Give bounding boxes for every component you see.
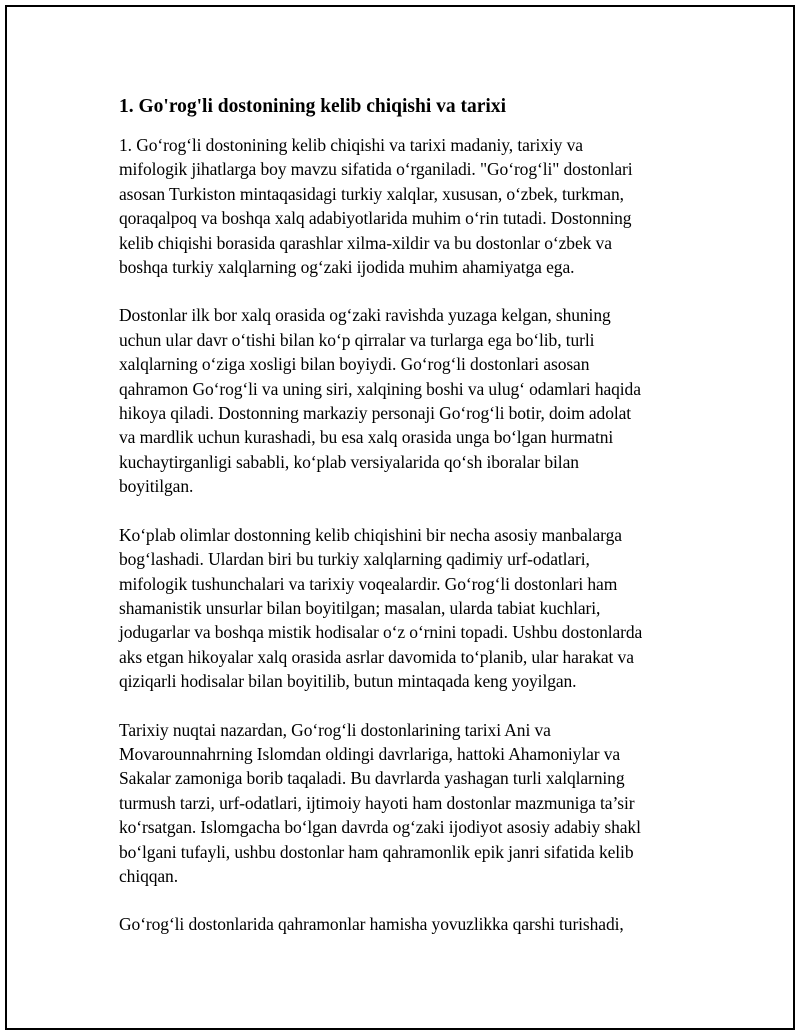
- text-line: bo‘lgani tufayli, ushbu dostonlar ham qahramonlik epik janri sifatida kelib: [119, 841, 634, 862]
- paragraph-5: [119, 912, 689, 936]
- text-line: bog‘lashadi. Ulardan biri bu turkiy xalqlarning qadimiy urf-odatlari,: [119, 549, 590, 570]
- text-line: qoraqalpoq va boshqa xalq adabiyotlarida muhim o‘rin tutadi. Dostonning: [119, 208, 632, 229]
- paragraph-2: [119, 303, 689, 498]
- text-line: Tarixiy nuqtai nazardan, Go‘rog‘li dostonlarining tarixi Ani va: [119, 719, 551, 740]
- text-line: mifologik jihatlarga boy mavzu sifatida o‘rganiladi. "Go‘rog‘li" dostonlari: [119, 159, 633, 180]
- document-heading: 1. Go'rog'li dostonining kelib chiqishi va tarixi: [119, 96, 507, 117]
- text-line: Dostonlar ilk bor xalq orasida og‘zaki ravishda yuzaga kelgan, shuning: [119, 305, 611, 326]
- text-line: hikoya qiladi. Dostonning markaziy personaji Go‘rog‘li botir, doim adolat: [119, 403, 632, 424]
- text-line: asosan Turkiston mintaqasidagi turkiy xalqlar, xususan, o‘zbek, turkman,: [119, 183, 624, 204]
- text-line: kelib chiqishi borasida qarashlar xilma-xildir va bu dostonlar o‘zbek va: [119, 232, 612, 253]
- text-line: chiqqan.: [119, 865, 178, 886]
- document-body: [119, 95, 689, 961]
- text-line: boshqa turkiy xalqlarning og‘zaki ijodida muhim ahamiyatga ega.: [119, 257, 575, 278]
- paragraph-4: [119, 718, 689, 889]
- text-line: mifologik tushunchalari va tarixiy voqealardir. Go‘rog‘li dostonlari ham: [119, 573, 618, 594]
- text-line: Ko‘plab olimlar dostonning kelib chiqishini bir necha asosiy manbalarga: [119, 524, 622, 545]
- text-line: aks etgan hikoyalar xalq orasida asrlar davomida to‘planib, ular harakat va: [119, 646, 634, 667]
- text-line: 1. Go‘rog‘li dostonining kelib chiqishi va tarixi madaniy, tarixiy va: [119, 135, 583, 155]
- paragraph-3: [119, 523, 689, 694]
- text-line: qahramon Go‘rog‘li va uning siri, xalqining boshi va ulug‘ odamlari haqida: [119, 378, 641, 399]
- text-line: qiziqarli hodisalar bilan boyitilib, butun mintaqada keng yoyilgan.: [119, 671, 577, 692]
- document-page: [5, 5, 795, 1030]
- text-line: Movarounnahrning Islomdan oldingi davrlariga, hattoki Ahamoniylar va: [119, 743, 621, 764]
- text-line: Sakalar zamoniga borib taqaladi. Bu davrlarda yashagan turli xalqlarning: [119, 768, 625, 789]
- text-line: jodugarlar va boshqa mistik hodisalar o‘z o‘rnini topadi. Ushbu dostonlarda: [119, 622, 643, 643]
- text-line: shamanistik unsurlar bilan boyitilgan; masalan, ularda tabiat kuchlari,: [119, 597, 601, 618]
- text-line: Go‘rog‘li dostonlarida qahramonlar hamisha yovuzlikka qarshi turishadi,: [119, 914, 624, 935]
- text-line: boyitilgan.: [119, 476, 194, 497]
- text-line: ko‘rsatgan. Islomgacha bo‘lgan davrda og‘zaki ijodiyot asosiy adabiy shakl: [119, 817, 641, 838]
- text-line: va mardlik uchun kurashadi, bu esa xalq orasida unga bo‘lgan hurmatni: [119, 427, 614, 448]
- text-line: kuchaytirganligi sababli, ko‘plab versiyalarida qo‘sh iboralar bilan: [119, 451, 579, 472]
- text-line: turmush tarzi, urf-odatlari, ijtimoiy hayoti ham dostonlar mazmuniga ta’sir: [119, 792, 635, 813]
- text-line: uchun ular davr o‘tishi bilan ko‘p qirralar va turlarga ega bo‘lib, turli: [119, 329, 595, 350]
- text-line: xalqlarning o‘ziga xosligi bilan boyiydi. Go‘rog‘li dostonlari asosan: [119, 354, 590, 375]
- paragraph-1: [119, 133, 689, 279]
